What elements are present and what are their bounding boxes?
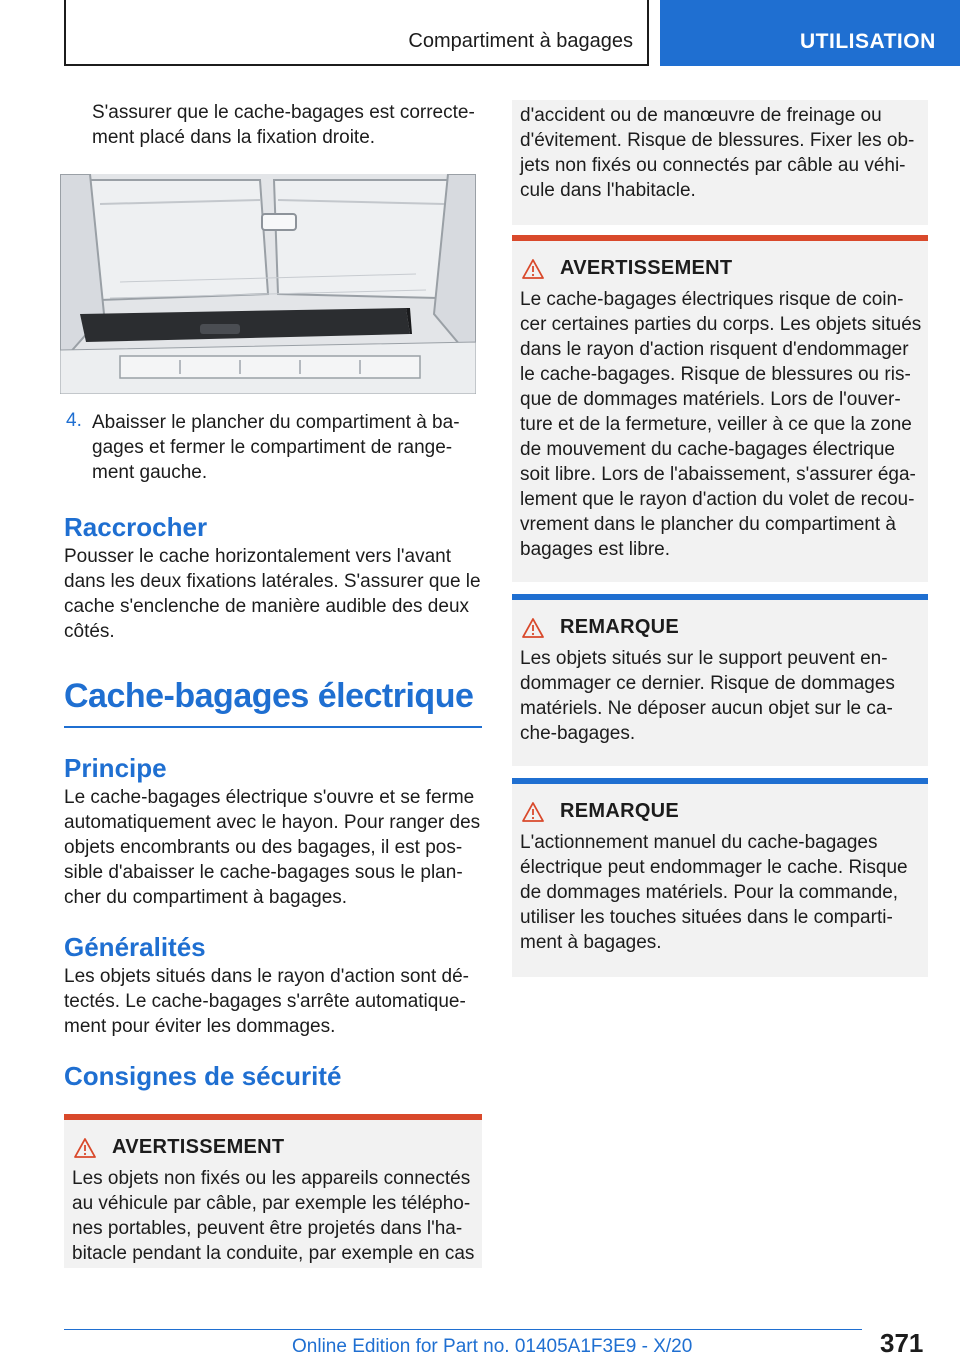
raccrocher-text: Pousser le cache horizontalement vers l'avant dans les deux fixations latérales. S'assurer que le cache s'enclenche de manière audible des deux côtés. — [64, 546, 481, 642]
warning-title: AVERTISSEMENT — [560, 257, 733, 279]
notice-title: REMARQUE — [560, 800, 680, 822]
notice-title: REMARQUE — [560, 616, 680, 638]
header-chapter-title: UTILISATION — [800, 30, 936, 53]
right-column — [512, 100, 928, 977]
generalites-heading: Généralités — [64, 932, 206, 962]
intro-text: S'assurer que le cache-bagages est correcte-ment placé dans la fixation droite. — [92, 102, 475, 148]
heading-rule — [64, 726, 482, 728]
step-number: 4. — [66, 410, 82, 431]
warning-box-2 — [512, 235, 928, 582]
warning-box-1 — [64, 1114, 482, 1268]
footer-edition: Online Edition for Part no. 01405A1F3E9 - X/20 — [292, 1336, 693, 1357]
footer-rule — [64, 1329, 862, 1330]
step-item — [64, 410, 482, 485]
generalites-text: Les objets situés dans le rayon d'action sont dé-tectés. Le cache-bagages s'arrête automatique-ment pour éviter les dommages. — [64, 966, 469, 1037]
warning-text: Le cache-bagages électriques risque de coin-cer certaines parties du corps. Les objets situés dans le rayon d'action risquent d'endommager le cache-bagages. Risque de blessures ou ris-que de dommages matériels. Lors de l'ouver-ture et de la fermeture, veiller à ce que la zone de mouvement du cache-bagages électrique soit libre. Lors de l'abaissement, s'assurer éga-lement que le rayon d'action du volet de recou-vrement dans le plancher du compartiment à bagages est libre. — [520, 289, 922, 560]
raccrocher-heading: Raccrocher — [64, 512, 208, 542]
principe-text: Le cache-bagages électrique s'ouvre et se ferme automatiquement avec le hayon. Pour ranger des objets encombrants ou des bagages, il est pos-sible d'abaisser le cache-bagages sous le plan-cher du compartiment à bagages. — [64, 787, 481, 908]
notice-text: L'actionnement manuel du cache-bagages électrique peut endommager le cache. Risque de dommages matériels. Pour la commande, utiliser les touches situées dans le comparti-ment à bagages. — [520, 832, 908, 953]
page-number: 371 — [880, 1328, 924, 1358]
header-section-box — [64, 0, 649, 66]
warning-text: Les objets non fixés ou les appareils connectés au véhicule par câble, par exemple les télépho-nes portables, peuvent être projetés dans l'ha-bitacle pendant la conduite, par exemple en cas — [72, 1168, 475, 1264]
notice-box-1 — [512, 594, 928, 766]
main-heading: Cache-bagages électrique — [64, 677, 474, 715]
step-text: Abaisser le plancher du compartiment à ba-gages et fermer le compartiment de range-ment gauche. — [92, 412, 460, 483]
header-chapter-tab — [660, 0, 960, 66]
notice-box-2 — [512, 778, 928, 977]
header-section-title: Compartiment à bagages — [408, 30, 633, 52]
warning-triangle-icon — [74, 1138, 96, 1158]
left-column — [64, 100, 482, 1268]
warning-title: AVERTISSEMENT — [112, 1136, 285, 1158]
warning-triangle-icon — [522, 259, 544, 279]
warning-box-1-continued — [512, 100, 928, 225]
consignes-heading: Consignes de sécurité — [64, 1061, 342, 1091]
warning-continued-text: d'accident ou de manœuvre de freinage ou d'évitement. Risque de blessures. Fixer les ob-jets non fixés ou connectés par câble au véhi-cule dans l'habitacle. — [520, 105, 915, 201]
trunk-cover-illustration — [60, 174, 476, 394]
principe-heading: Principe — [64, 753, 167, 783]
notice-text: Les objets situés sur le support peuvent en-dommager ce dernier. Risque de dommages matériels. Ne déposer aucun objet sur le ca-che-bagages. — [520, 648, 895, 744]
warning-triangle-icon — [522, 618, 544, 638]
warning-triangle-icon — [522, 802, 544, 822]
